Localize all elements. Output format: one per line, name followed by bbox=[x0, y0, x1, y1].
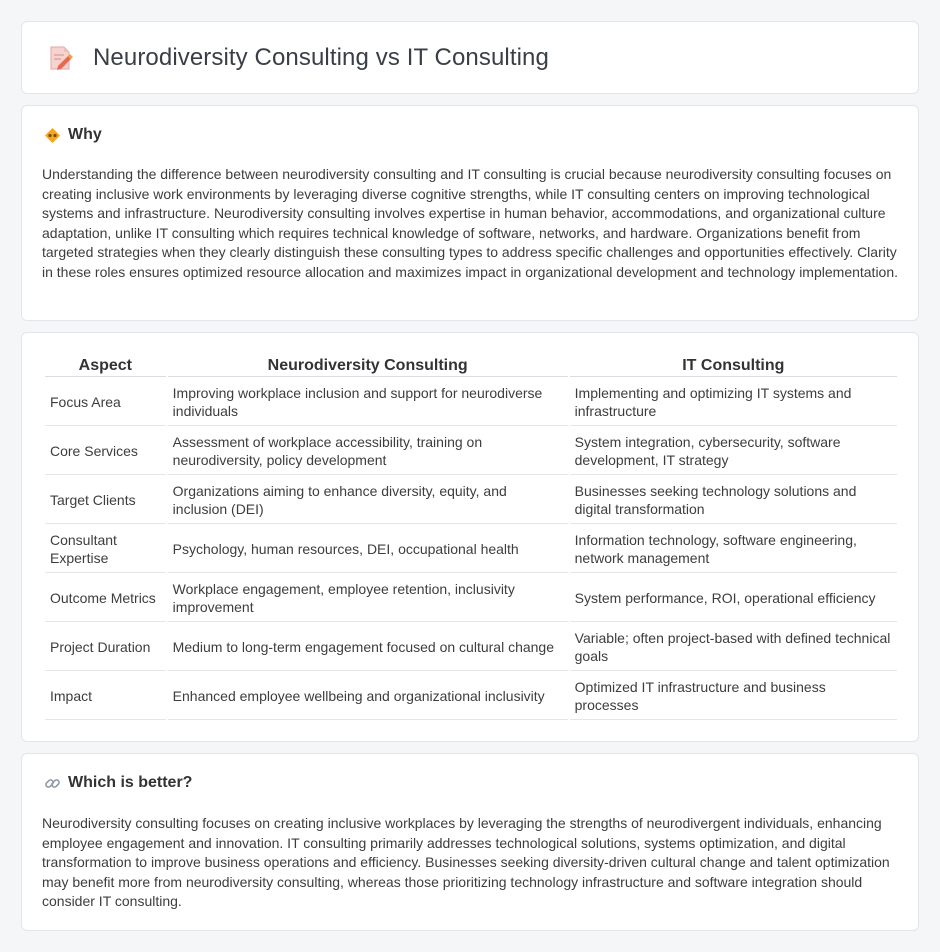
table-row bbox=[45, 476, 897, 524]
neurodiversity-cell: Assessment of workplace accessibility, training on neurodiversity, policy development bbox=[168, 427, 568, 475]
aspect-cell: Impact bbox=[45, 672, 166, 720]
neurodiversity-cell: Improving workplace inclusion and support for neurodiverse individuals bbox=[168, 378, 568, 426]
it-cell: System performance, ROI, operational efficiency bbox=[570, 574, 897, 622]
it-cell: Businesses seeking technology solutions and digital transformation bbox=[570, 476, 897, 524]
aspect-cell: Consultant Expertise bbox=[45, 525, 166, 573]
aspect-cell: Outcome Metrics bbox=[45, 574, 166, 622]
better-title: Which is better? bbox=[68, 774, 193, 791]
document-pencil-icon bbox=[46, 44, 74, 72]
link-icon bbox=[44, 775, 61, 792]
table-row bbox=[45, 427, 897, 475]
header-neurodiversity: Neurodiversity Consulting bbox=[168, 355, 568, 377]
why-text: Understanding the difference between neurodiversity consulting and IT consulting is crucial because neurodiversity consulting focuses on creating inclusive work environments by leveraging diverse cognitive strengths, while IT consulting centers on improving technological systems and infrastructure. Neurodiversity consulting involves expertise in human behavior, accommodations, and organizational culture adaptation, unlike IT consulting which requires technical knowledge of software, networks, and hardware. Organizations benefit from targeted strategies when they clearly distinguish these consulting types to address specific challenges and opportunities effectively. Clarity in these roles ensures optimized resource allocation and maximizes impact in organizational development and technology implementation. bbox=[42, 166, 899, 280]
neurodiversity-cell: Enhanced employee wellbeing and organizational inclusivity bbox=[168, 672, 568, 720]
why-card bbox=[21, 105, 919, 321]
it-cell: Variable; often project-based with defined technical goals bbox=[570, 623, 897, 671]
neurodiversity-cell: Organizations aiming to enhance diversity, equity, and inclusion (DEI) bbox=[168, 476, 568, 524]
neurodiversity-cell: Psychology, human resources, DEI, occupational health bbox=[168, 525, 568, 573]
neurodiversity-cell: Medium to long-term engagement focused on cultural change bbox=[168, 623, 568, 671]
it-cell: Information technology, software engineering, network management bbox=[570, 525, 897, 573]
table-header-row bbox=[45, 355, 897, 377]
it-cell: Implementing and optimizing IT systems and infrastructure bbox=[570, 378, 897, 426]
page-title: Neurodiversity Consulting vs IT Consulting bbox=[93, 44, 549, 71]
header-it: IT Consulting bbox=[570, 355, 897, 377]
title-row bbox=[46, 44, 549, 72]
header-aspect: Aspect bbox=[45, 355, 166, 377]
diamond-sign-icon bbox=[44, 127, 61, 144]
table-row bbox=[45, 525, 897, 573]
comparison-card bbox=[21, 332, 919, 742]
better-card bbox=[21, 753, 919, 931]
why-heading bbox=[44, 126, 102, 144]
it-cell: System integration, cybersecurity, software development, IT strategy bbox=[570, 427, 897, 475]
aspect-cell: Focus Area bbox=[45, 378, 166, 426]
table-row bbox=[45, 574, 897, 622]
title-card bbox=[21, 21, 919, 94]
neurodiversity-cell: Workplace engagement, employee retention, inclusivity improvement bbox=[168, 574, 568, 622]
aspect-cell: Project Duration bbox=[45, 623, 166, 671]
comparison-table bbox=[43, 354, 899, 721]
aspect-cell: Target Clients bbox=[45, 476, 166, 524]
table-row bbox=[45, 623, 897, 671]
it-cell: Optimized IT infrastructure and business processes bbox=[570, 672, 897, 720]
aspect-cell: Core Services bbox=[45, 427, 166, 475]
table-row bbox=[45, 672, 897, 720]
better-heading bbox=[44, 774, 192, 792]
table-row bbox=[45, 378, 897, 426]
why-title: Why bbox=[68, 126, 102, 143]
better-text: Neurodiversity consulting focuses on creating inclusive workplaces by leveraging the strengths of neurodivergent individuals, enhancing employee engagement and innovation. IT consulting primarily addresses technological solutions, systems optimization, and digital transformation to improve business operations and efficiency. Businesses seeking diversity-driven cultural change and talent optimization may benefit more from neurodiversity consulting, whereas those prioritizing technology infrastructure and software integration should consider IT consulting. bbox=[42, 815, 890, 909]
